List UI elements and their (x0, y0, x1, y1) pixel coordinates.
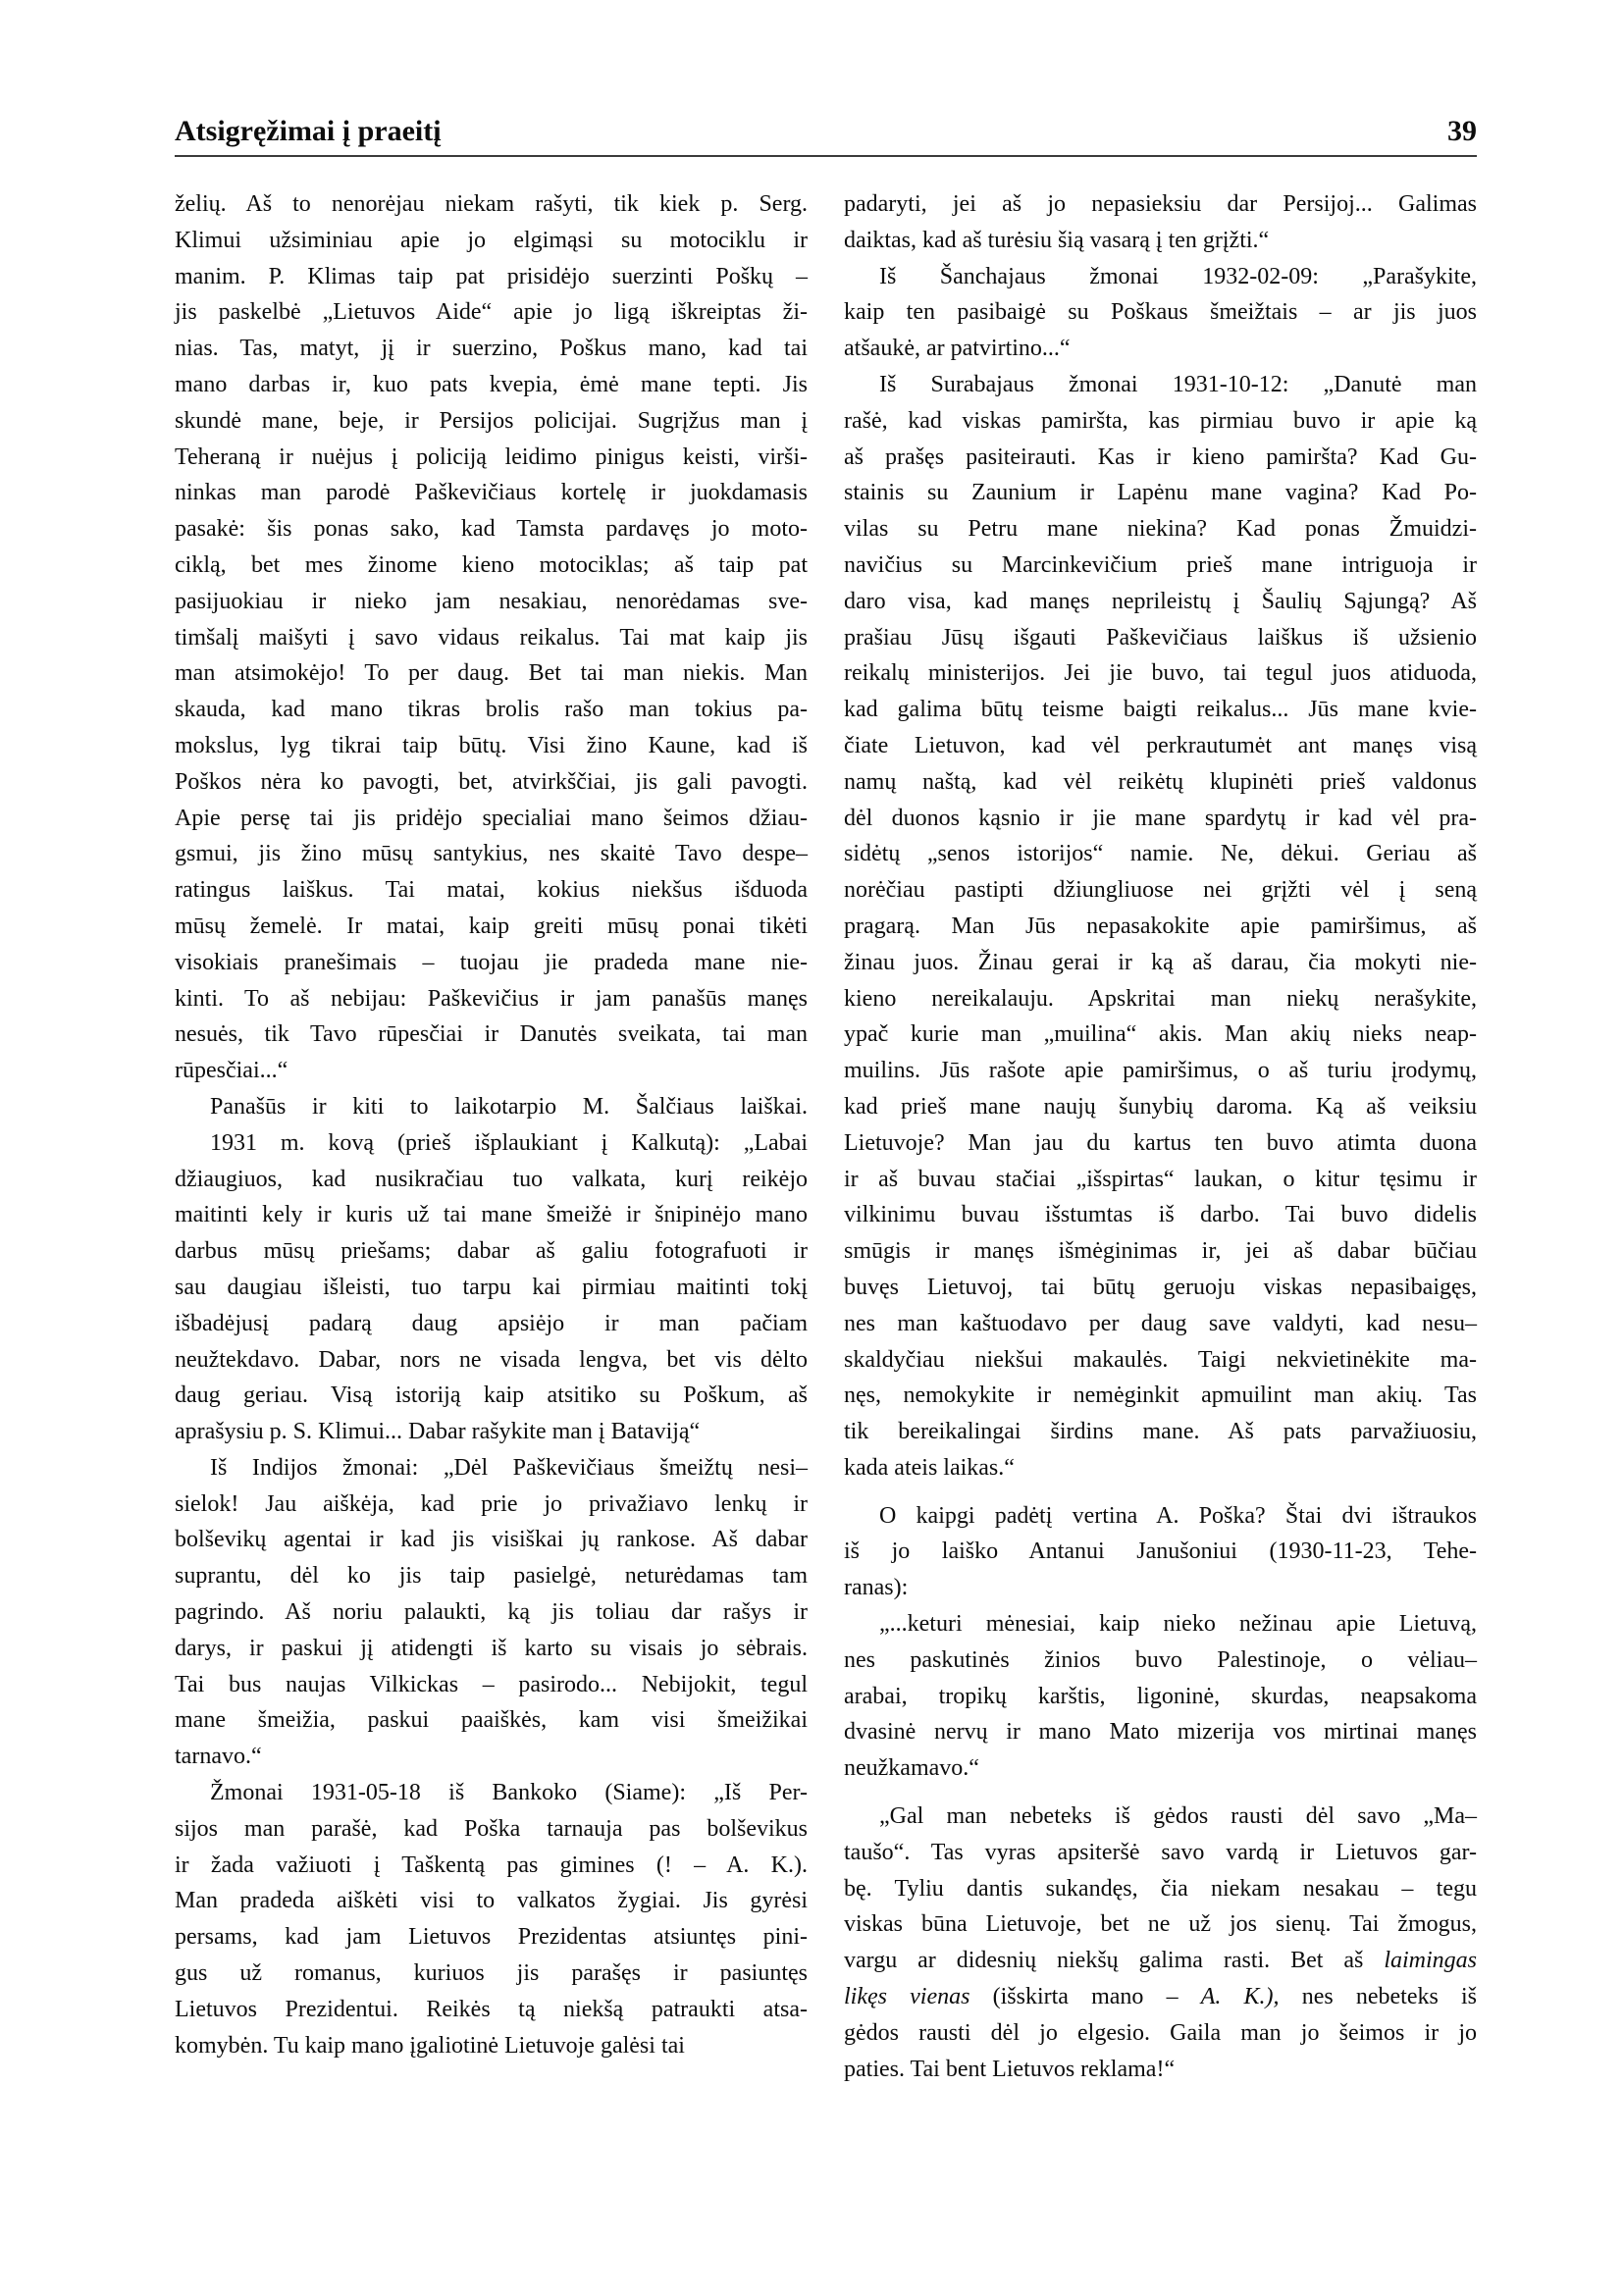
text-line: ratingus laiškus. Tai matai, kokius niekšus išduoda (175, 877, 808, 904)
text-line: žinau juos. Žinau gerai ir ką aš darau, čia mokyti nie- (844, 949, 1477, 975)
paragraph (844, 1498, 1477, 1606)
text-line: sidėtų „senos istorijos“ namie. Ne, dėkui. Geriau aš (844, 841, 1477, 867)
text-line: norėčiau pastipti džiungliuose nei grįžti vėl į seną (844, 877, 1477, 904)
text-line: O kaipgi padėtį vertina A. Poška? Štai dvi ištraukos (879, 1502, 1477, 1529)
text-line: Teheraną ir nuėjus į policiją leidimo pinigus keisti, virši- (175, 443, 808, 470)
text-line: dėl duonos kąsnio ir jie mane spardytų ir kad vėl pra- (844, 805, 1477, 831)
text-line: Poškos nėra ko pavogti, bet, atvirkščiai, jis gali pavogti. (175, 768, 808, 795)
text-line: neužtekdavo. Dabar, nors ne visada lengva, bet vis dėlto (175, 1346, 808, 1373)
text-line: Lietuvoje? Man jau du kartus ten buvo atimta duona (844, 1129, 1477, 1156)
text-line: suprantu, dėl ko jis taip pasielgė, neturėdamas tam (175, 1563, 808, 1590)
text-line: kieno nereikalauju. Apskritai man niekų nerašykite, (844, 985, 1477, 1012)
text-line: skauda, kad mano tikras brolis rašo man tokius pa- (175, 697, 808, 723)
text-line: persams, kad jam Lietuvos Prezidentas atsiuntęs pini- (175, 1924, 808, 1951)
text-line: mane šmeižia, paskui paaiškės, kam visi šmeižikai (175, 1707, 808, 1734)
paragraph (844, 186, 1477, 259)
text-line: tik bereikalingai širdins mane. Aš pats parvažiuosiu, (844, 1419, 1477, 1445)
text-line: muilins. Jūs rašote apie pamiršimus, o aš turiu įrodymų, (844, 1058, 1477, 1084)
text-line: sielok! Jau aiškėja, kad prie jo privažiavo lenkų ir (175, 1490, 808, 1517)
text-line: arabai, tropikų karštis, ligoninė, skurdas, neapsakoma (844, 1683, 1477, 1709)
text-line: smūgis ir manęs išmėginimas ir, jei aš dabar būčiau (844, 1238, 1477, 1265)
text-line: vargu ar didesnių niekšų galima rasti. Bet aš laimingas (844, 1948, 1477, 1974)
text-line: darbus mūsų priešams; dabar aš galiu fotografuoti ir (175, 1238, 808, 1265)
paragraph (844, 367, 1477, 1487)
text-line: neužkamavo.“ (844, 1755, 979, 1782)
text-line: išbadėjusį padarą daug apsiėjo ir man pačiam (175, 1310, 808, 1336)
text-line: komybėn. Tu kaip mano įgaliotinė Lietuvoje galėsi tai (175, 2032, 685, 2059)
text-line: „...keturi mėnesiai, kaip nieko nežinau apie Lietuvą, (879, 1611, 1477, 1638)
text-line: ranas): (844, 1575, 909, 1601)
text-line: pasijuokiau ir nieko jam nesakiau, nenorėdamas sve- (175, 588, 808, 614)
page-header (175, 114, 1477, 149)
header-rule (175, 155, 1477, 157)
text-line: Man pradeda aiškėti visi to valkatos žygiai. Jis gyrėsi (175, 1888, 808, 1914)
text-line: manim. P. Klimas taip pat prisidėjo suerzinti Poškų – (175, 263, 808, 289)
column-right (844, 186, 1477, 2087)
text-line: Iš Indijos žmonai: „Dėl Paškevičiaus šmeižtų nesi– (210, 1454, 808, 1481)
text-line: skundė mane, beje, ir Persijos policijai. Sugrįžus man į (175, 407, 808, 434)
text-line: ciklą, bet mes žinome kieno motociklas; aš taip pat (175, 551, 808, 578)
text-line: pagrindo. Aš noriu palaukti, ką jis toliau dar rašys ir (175, 1599, 808, 1626)
text-line: rūpesčiai...“ (175, 1058, 288, 1084)
text-line: dvasinė nervų ir mano Mato mizerija vos mirtinai manęs (844, 1719, 1477, 1746)
column-left (175, 186, 808, 2087)
text-line: paties. Tai bent Lietuvos reklama!“ (844, 2056, 1176, 2082)
text-line: nes paskutinės žinios buvo Palestinoje, o vėliau– (844, 1646, 1477, 1673)
paragraph (844, 1799, 1477, 2087)
text-line: kada ateis laikas.“ (844, 1454, 1015, 1481)
text-line: bolševikų agentai ir kad jis visiškai jų rankose. Aš dabar (175, 1527, 808, 1553)
text-line: kad prieš mane naujų šunybių daroma. Ką aš veiksiu (844, 1093, 1477, 1120)
text-line: „Gal man nebeteks iš gėdos rausti dėl savo „Ma– (879, 1803, 1477, 1830)
text-line: visokiais pranešimais – tuojau jie pradeda mane nie- (175, 949, 808, 975)
text-line: nes man kaštuodavo per daug save valdyti, kad nesu– (844, 1310, 1477, 1336)
text-line: darys, ir paskui jį atidengti iš karto su visais jo sėbrais. (175, 1635, 808, 1661)
text-line: namų naštą, kad vėl reikėtų klupinėti prieš valdonus (844, 768, 1477, 795)
text-line: Lietuvos Prezidentui. Reikės tą niekšą patraukti atsa- (175, 1996, 808, 2022)
text-line: nias. Tas, matyt, jį ir suerzino, Poškus mano, kad tai (175, 336, 808, 362)
text-line: pragarą. Man Jūs nepasakokite apie pamiršimus, aš (844, 913, 1477, 939)
page-title: Atsigręžimai į praeitį (175, 115, 442, 147)
text-line: Iš Šanchajaus žmonai 1932-02-09: „Parašykite, (879, 263, 1477, 289)
paragraph (175, 1125, 808, 1450)
text-line: timšalį maišyti į savo vidaus reikalus. Tai mat kaip jis (175, 624, 808, 651)
paragraph (175, 186, 808, 1089)
text-line: atšaukė, ar patvirtino...“ (844, 336, 1071, 362)
text-line: prašiau Jūsų išgauti Paškevičiaus laiškus iš užsienio (844, 624, 1477, 651)
text-line: sau daugiau išleisti, tuo tarpu kai pirmiau maitinti tokį (175, 1274, 808, 1300)
text-line: padaryti, jei aš jo nepasieksiu dar Persijoj... Galimas (844, 191, 1477, 217)
text-line: sijos man parašė, kad Poška tarnauja pas bolševikus (175, 1815, 808, 1842)
text-line: aš prašęs pasiteirauti. Kas ir kieno pamiršta? Kad Gu- (844, 443, 1477, 470)
text-line: tarnavo.“ (175, 1744, 262, 1770)
text-line: man atsimokėjo! To per daug. Bet tai man niekis. Man (175, 660, 808, 687)
text-line: ir aš buvau stačiai „išspirtas“ laukan, o kitur tęsimu ir (844, 1166, 1477, 1192)
text-line: 1931 m. kovą (prieš išplaukiant į Kalkutą): „Labai (210, 1129, 808, 1156)
text-line: mūsų žemelė. Ir matai, kaip greiti mūsų ponai tikėti (175, 913, 808, 939)
text-line: gus už romanus, kuriuos jis parašęs ir pasiuntęs (175, 1960, 808, 1987)
text-line: taušo“. Tas vyras apsiteršė savo vardą ir Lietuvos gar- (844, 1839, 1477, 1865)
text-line: mano darbas ir, kuo pats kvepia, ėmė mane tepti. Jis (175, 371, 808, 397)
text-line: Žmonai 1931-05-18 iš Bankoko (Siame): „Iš Per- (210, 1780, 808, 1806)
text-line: Iš Surabajaus žmonai 1931-10-12: „Danutė man (879, 371, 1477, 397)
text-line: džiaugiuos, kad nusikračiau tuo valkata, kurį reikėjo (175, 1166, 808, 1192)
text-line: rašė, kad viskas pamiršta, kas pirmiau buvo ir apie ką (844, 407, 1477, 434)
paragraph (175, 1775, 808, 2063)
text-line: ypač kurie man „muilina“ akis. Man akių nieks neap- (844, 1021, 1477, 1048)
text-line: pasakė: šis ponas sako, kad Tamsta pardavęs jo moto- (175, 516, 808, 543)
text-line: daug geriau. Visą istoriją kaip atsitiko su Poškum, aš (175, 1382, 808, 1409)
text-line: likęs vienas (išskirta mano – A. K.), nes nebeteks iš (844, 1984, 1478, 2010)
text-line: stainis su Zaunium ir Lapėnu mane vagina? Kad Po- (844, 480, 1477, 506)
text-line: gsmui, jis žino mūsų santykius, nes skaitė Tavo despe– (175, 841, 808, 867)
text-columns (175, 186, 1477, 2087)
text-line: ninkas man parodė Paškevičiaus kortelę ir juokdamasis (175, 480, 808, 506)
text-line: nesuės, tik Tavo rūpesčiai ir Danutės sveikata, tai man (175, 1021, 808, 1048)
text-line: kad galima būtų teisme baigti reikalus... Jūs mane kvie- (844, 697, 1477, 723)
text-line: kinti. To aš nebijau: Paškevičius ir jam panašūs manęs (175, 985, 808, 1012)
text-line: navičius su Marcinkevičium prieš mane intriguoja ir (844, 551, 1477, 578)
text-line: daiktas, kad aš turėsiu šią vasarą į ten grįžti.“ (844, 227, 1270, 253)
text-line: mokslus, lyg tikrai taip būtų. Visi žino Kaune, kad iš (175, 732, 808, 758)
paragraph (844, 1606, 1477, 1787)
page-number: 39 (1447, 115, 1477, 147)
text-line: vilas su Petru mane niekina? Kad ponas Žmuidzi- (844, 516, 1477, 543)
text-line: maitinti kely ir kuris už tai mane šmeižė ir šnipinėjo mano (175, 1202, 808, 1228)
paragraph (844, 259, 1477, 367)
text-line: nęs, nemokykite ir nemėginkit apmuilint man akių. Tas (844, 1382, 1477, 1409)
text-line: Apie persę tai jis pridėjo specialiai mano šeimos džiau- (175, 805, 808, 831)
text-line: daro visa, kad manęs neprileistų į Šaulių Sąjungą? Aš (844, 588, 1477, 614)
text-line: želių. Aš to nenorėjau niekam rašyti, tik kiek p. Serg. (175, 191, 808, 217)
text-line: vilkinimu buvau išstumtas iš darbo. Tai buvo didelis (844, 1202, 1477, 1228)
text-line: reikalų ministerijos. Jei jie buvo, tai tegul juos atiduoda, (844, 660, 1477, 687)
text-line: iš jo laiško Antanui Janušoniui (1930-11-23, Tehe- (844, 1539, 1477, 1565)
paragraph (175, 1450, 808, 1775)
text-line: čiate Lietuvon, kad vėl perkrautumėt ant manęs visą (844, 732, 1477, 758)
text-line: buvęs Lietuvoj, tai būtų geruoju viskas nepasibaigęs, (844, 1274, 1477, 1300)
text-line: Panašūs ir kiti to laikotarpio M. Šalčiaus laiškai. (210, 1093, 808, 1120)
text-line: jis paskelbė „Lietuvos Aide“ apie jo ligą iškreiptas ži- (175, 299, 808, 326)
paragraph (175, 1089, 808, 1125)
text-line: bę. Tyliu dantis sukandęs, čia niekam nesakau – tegu (844, 1875, 1477, 1902)
text-line: gėdos rausti dėl jo elgesio. Gaila man jo šeimos ir jo (844, 2019, 1477, 2046)
text-line: Tai bus naujas Vilkickas – pasirodo... Nebijokit, tegul (175, 1671, 808, 1697)
text-line: viskas būna Lietuvoje, bet ne už jos sienų. Tai žmogus, (844, 1911, 1477, 1938)
text-line: kaip ten pasibaigė su Poškaus šmeižtais – ar jis juos (844, 299, 1477, 326)
text-line: Klimui užsiminiau apie jo elgimąsi su motociklu ir (175, 227, 808, 253)
text-line: aprašysiu p. S. Klimui... Dabar rašykite man į Bataviją“ (175, 1419, 701, 1445)
text-line: skaldyčiau niekšui makaulės. Taigi nekvietinėkite ma- (844, 1346, 1477, 1373)
text-line: ir žada važiuoti į Taškentą pas gimines (! – A. K.). (175, 1852, 808, 1878)
